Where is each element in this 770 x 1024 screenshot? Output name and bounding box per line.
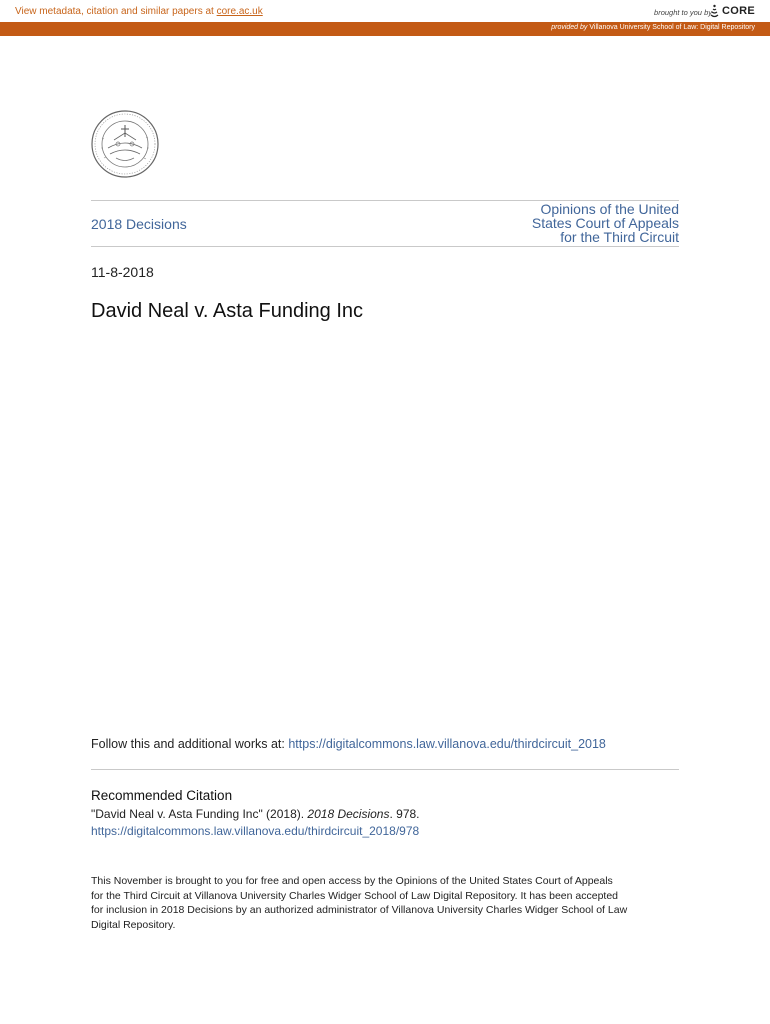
core-logo-icon: [709, 3, 720, 19]
notice-line: Digital Repository.: [91, 918, 176, 931]
citation-text: [91, 807, 420, 821]
citation-rule: [91, 769, 679, 770]
citation-heading: Recommended Citation: [91, 788, 233, 803]
provided-by-text: [551, 24, 755, 31]
core-ac-uk-link[interactable]: core.ac.uk: [216, 6, 263, 17]
collection-line: Opinions of the United: [540, 201, 679, 217]
follow-url-link[interactable]: https://digitalcommons.law.villanova.edu/thirdcircuit_2018: [288, 737, 606, 751]
access-notice: [91, 874, 681, 932]
citation-suffix: . 978.: [389, 807, 420, 821]
document-title: David Neal v. Asta Funding Inc: [91, 300, 363, 322]
citation-series: 2018 Decisions: [307, 807, 390, 821]
document-date: 11-8-2018: [91, 264, 154, 280]
follow-line: [91, 737, 606, 751]
metadata-notice: [15, 6, 263, 17]
notice-line: for inclusion in 2018 Decisions by an authorized administrator of Villanova University Charles Widger School of Law: [91, 904, 628, 916]
notice-line: This November is brought to you for free and open access by the Opinions of the United States Court of Appeals: [91, 875, 613, 887]
collection-link[interactable]: [509, 202, 679, 244]
citation-prefix: "David Neal v. Asta Funding Inc" (2018).: [91, 807, 305, 821]
notice-line: for the Third Circuit at Villanova University Charles Widger School of Law Digital Repository. It has been accepted: [91, 889, 618, 902]
collection-line: States Court of Appeals: [531, 215, 679, 231]
core-banner: [0, 0, 770, 22]
provided-by-bar: [0, 22, 770, 36]
citation-url-link[interactable]: https://digitalcommons.law.villanova.edu/thirdcircuit_2018/978: [91, 824, 420, 838]
villanova-seal-icon: [90, 108, 160, 180]
header-bottom-rule: [91, 246, 679, 247]
provided-by-source[interactable]: Villanova University School of Law: Digital Repository: [589, 24, 755, 31]
collection-line: for the Third Circuit: [560, 229, 679, 245]
series-link[interactable]: 2018 Decisions: [91, 216, 187, 232]
core-logo-text: CORE: [722, 5, 755, 17]
provided-by-label: provided by: [551, 24, 588, 31]
brought-to-you-by: brought to you by: [654, 8, 712, 17]
core-logo[interactable]: [709, 2, 755, 20]
metadata-prefix: View metadata, citation and similar papers at: [15, 6, 214, 17]
follow-label: Follow this and additional works at:: [91, 737, 285, 751]
